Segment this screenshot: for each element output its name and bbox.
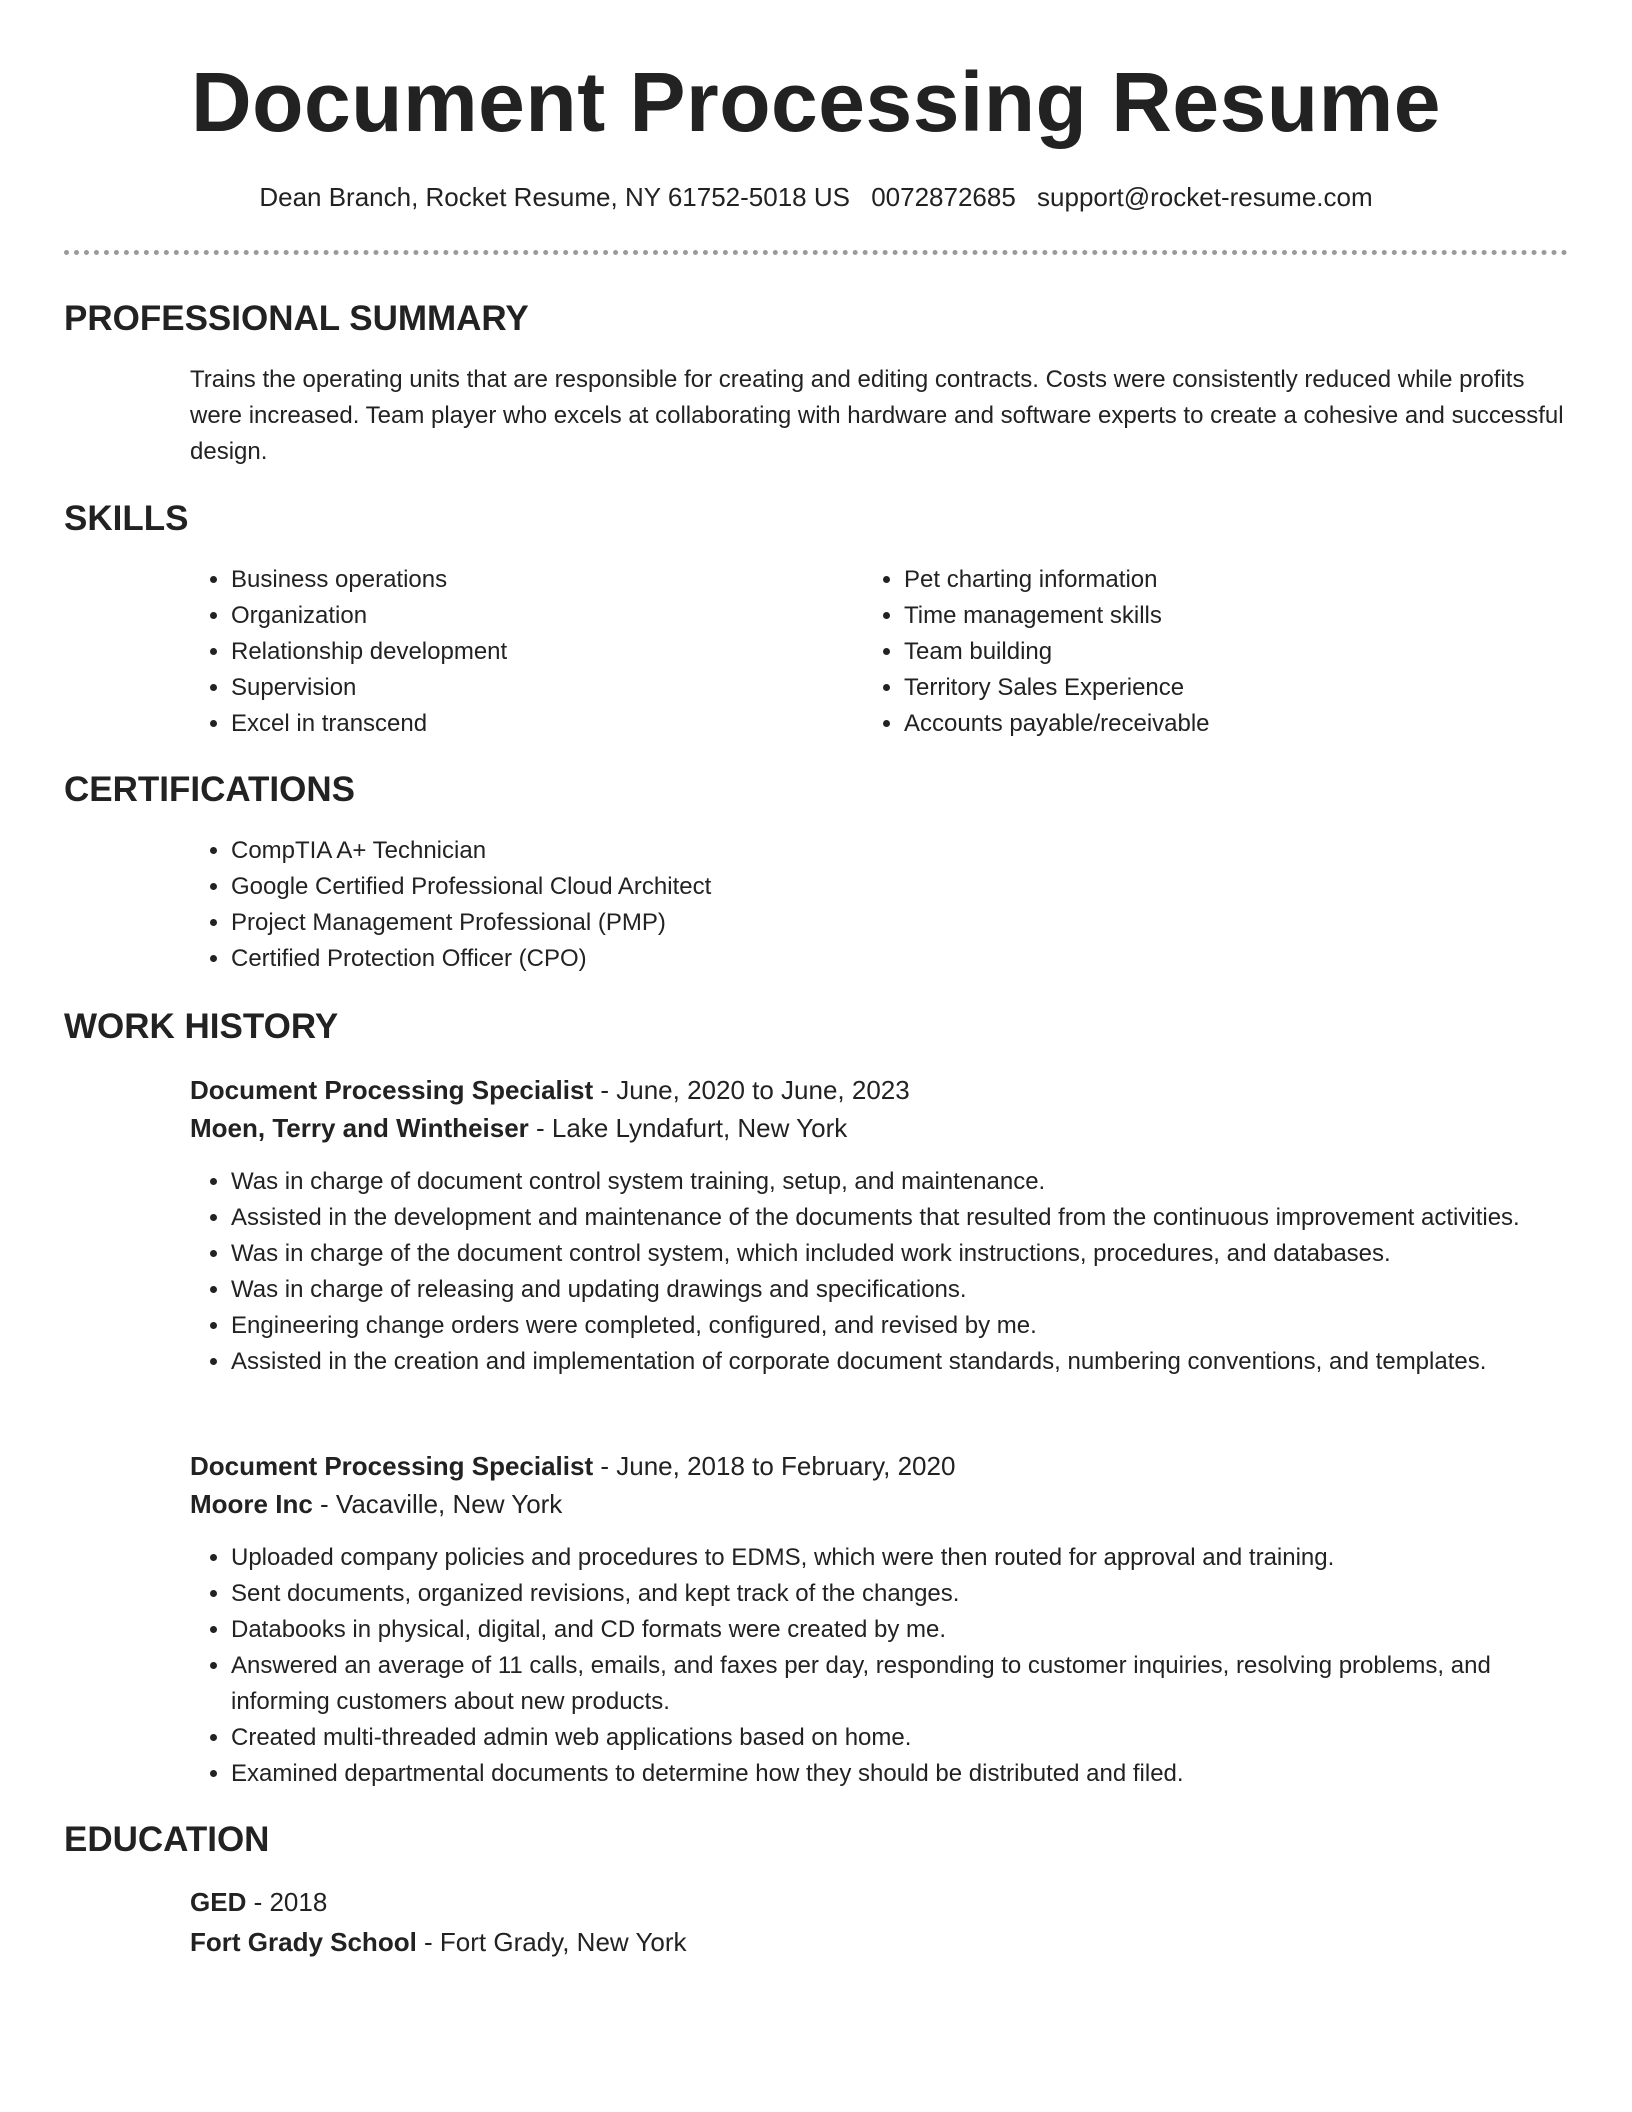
certifications-heading: CERTIFICATIONS (64, 770, 356, 809)
summary-text: Trains the operating units that are responsible for creating and editing contracts. Costs were consistently reduced while profits were increased. Team player who excels at collaborating with hardware and software experts to create a cohesive and successful design. (190, 366, 1564, 465)
skill-item: • Excel in transcend (231, 706, 851, 742)
contact-phone: 0072872685 (871, 182, 1016, 212)
job-company: Moen, Terry and Wintheiser (190, 1113, 529, 1143)
education-degree: GED (190, 1887, 247, 1917)
job-company: Moore Inc (190, 1489, 313, 1519)
job-location: - Vacaville, New York (312, 1489, 563, 1519)
skill-item: • Organization (231, 598, 851, 634)
education-degree-line (190, 1884, 1570, 1920)
education-year: - 2018 (246, 1887, 328, 1917)
certification-item: • Google Certified Professional Cloud Architect (231, 869, 1531, 905)
job-bullet: • Engineering change orders were completed, configured, and revised by me. (231, 1308, 1571, 1344)
skill-item: • Accounts payable/receivable (904, 706, 1564, 742)
job-bullet: • Assisted in the creation and implementation of corporate document standards, numbering conventions, and templates. (231, 1344, 1571, 1380)
contact-address: Dean Branch, Rocket Resume, NY 61752-5018 US (259, 182, 850, 212)
resume-title: Document Processing Resume (190, 55, 1442, 149)
skill-item: • Relationship development (231, 634, 851, 670)
education-school: Fort Grady School (190, 1927, 417, 1957)
header-divider (64, 250, 1568, 255)
job-bullet: • Sent documents, organized revisions, and kept track of the changes. (231, 1576, 1571, 1612)
certification-item: • Project Management Professional (PMP) (231, 905, 1531, 941)
education-school-line (190, 1924, 1570, 1960)
job-bullet: • Answered an average of 11 calls, emails, and faxes per day, responding to customer inquiries, resolving problems, and informing customers about new products. (231, 1648, 1571, 1720)
skill-item: • Territory Sales Experience (904, 670, 1564, 706)
job-1-company-line (190, 1110, 1570, 1146)
job-bullet: • Examined departmental documents to determine how they should be distributed and filed. (231, 1756, 1571, 1792)
job-bullet: • Was in charge of the document control system, which included work instructions, procedures, and databases. (231, 1236, 1571, 1272)
job-bullet: • Assisted in the development and maintenance of the documents that resulted from the continuous improvement activities. (231, 1200, 1571, 1236)
contact-email: support@rocket-resume.com (1037, 182, 1373, 212)
skills-list-right (860, 562, 1564, 742)
job-2-company-line (190, 1486, 1570, 1522)
job-bullet: • Uploaded company policies and procedures to EDMS, which were then routed for approval and training. (231, 1540, 1571, 1576)
education-location: - Fort Grady, New York (416, 1927, 687, 1957)
skills-list-left (187, 562, 851, 742)
skill-item: • Business operations (231, 562, 851, 598)
job-dates: - June, 2020 to June, 2023 (593, 1075, 910, 1105)
skill-item: • Pet charting information (904, 562, 1564, 598)
job-1-bullets (187, 1164, 1571, 1380)
skill-item: • Supervision (231, 670, 851, 706)
job-title: Document Processing Specialist (190, 1451, 594, 1481)
certifications-list (187, 833, 1531, 977)
summary-heading: PROFESSIONAL SUMMARY (64, 299, 529, 338)
certification-item: • CompTIA A+ Technician (231, 833, 1531, 869)
job-bullet: • Was in charge of releasing and updating drawings and specifications. (231, 1272, 1571, 1308)
certification-item: • Certified Protection Officer (CPO) (231, 941, 1531, 977)
skill-item: • Team building (904, 634, 1564, 670)
contact-line (0, 180, 1632, 214)
job-bullet: • Was in charge of document control system training, setup, and maintenance. (231, 1164, 1571, 1200)
job-2-bullets (187, 1540, 1571, 1792)
education-heading: EDUCATION (64, 1820, 270, 1859)
skills-heading: SKILLS (64, 499, 189, 538)
job-2-title-line (190, 1448, 1570, 1484)
job-title: Document Processing Specialist (190, 1075, 594, 1105)
job-1-title-line (190, 1072, 1570, 1108)
job-bullet: • Created multi-threaded admin web applications based on home. (231, 1720, 1571, 1756)
job-bullet: • Databooks in physical, digital, and CD formats were created by me. (231, 1612, 1571, 1648)
work-history-heading: WORK HISTORY (64, 1007, 339, 1046)
job-dates: - June, 2018 to February, 2020 (593, 1451, 956, 1481)
job-location: - Lake Lyndafurt, New York (528, 1113, 848, 1143)
skill-item: • Time management skills (904, 598, 1564, 634)
